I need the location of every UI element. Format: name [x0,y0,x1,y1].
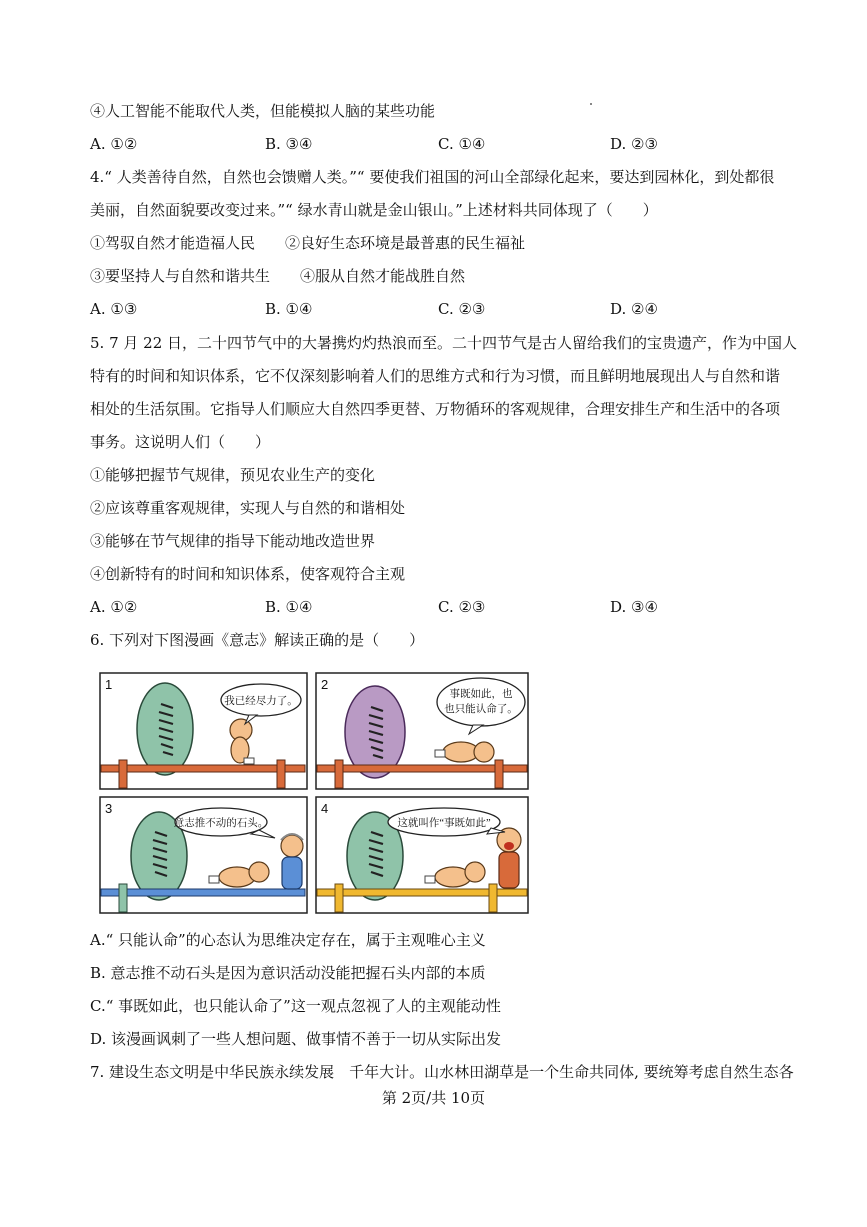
q4-option-a: A. ①③ [90,300,138,318]
comic-panel-4 [316,797,528,913]
comic-willpower [99,672,531,914]
bubble-text-4: 这就叫作“事既如此” [397,818,491,829]
q6-option-a: A.“ 只能认命”的心态认为思维决定存在，属于主观唯心主义 [90,931,486,949]
bubble-text-1: 我已经尽力了。 [224,696,298,707]
q3-option-b: B. ③④ [265,135,313,153]
scan-speck [590,103,592,105]
q4-items-line1: ①驾驭自然才能造福人民 ②良好生态环境是最普惠的民生福祉 [90,234,526,252]
bubble-text-2b: 也只能认命了。 [444,704,518,715]
comic-panel-2 [316,673,528,789]
q4-stem-line1: 4.“ 人类善待自然，自然也会馈赠人类。”“ 要使我们祖国的河山全部绿化起来，要达到园林化，到处都很 [90,168,775,186]
q5-option-c: C. ②③ [438,598,486,616]
comic-panel-3 [100,797,307,913]
q5-stem-line4: 事务。这说明人们（ ） [90,433,271,451]
q5-option-a: A. ①② [90,598,138,616]
q5-stem-line2: 特有的时间和知识体系，它不仅深刻影响着人们的思维方式和行为习惯，而且鲜明地展现出人与自然和谐 [90,367,781,385]
q5-option-d: D. ③④ [610,598,658,616]
panel-number-4: 4 [321,801,329,816]
q5-stem-line1: 5. 7 月 22 日，二十四节气中的大暑携灼灼热浪而至。二十四节气是古人留给我们的宝贵遗产，作为中国人 [90,334,798,352]
q5-item-2: ②应该尊重客观规律，实现人与自然的和谐相处 [90,499,406,517]
q5-item-1: ①能够把握节气规律，预见农业生产的变化 [90,466,376,484]
q3-item-4: ④人工智能不能取代人类，但能模拟人脑的某些功能 [90,102,436,120]
bubble-text-2a: 事既如此，也 [449,689,513,700]
q4-option-d: D. ②④ [610,300,658,318]
q6-stem: 6. 下列对下图漫画《意志》解读正确的是（ ） [90,631,425,649]
panel-number-3: 3 [105,801,113,816]
q4-items-line2: ③要坚持人与自然和谐共生 ④服从自然才能战胜自然 [90,267,466,285]
comic-panel-1 [100,673,307,789]
q3-option-d: D. ②③ [610,135,658,153]
q7-stem-start: 7. 建设生态文明是中华民族永续发展 千年大计。山水林田湖草是一个生命共同体, 要统筹考虑自然生态各 [90,1063,794,1081]
q6-option-c: C.“ 事既如此，也只能认命了”这一观点忽视了人的主观能动性 [90,997,501,1015]
q6-option-b: B. 意志推不动石头是因为意识活动没能把握石头内部的本质 [90,964,486,982]
q5-stem-line3: 相处的生活氛围。它指导人们顺应大自然四季更替、万物循环的客观规律，合理安排生产和生活中的各项 [90,400,781,418]
q3-option-a: A. ①② [90,135,138,153]
q3-option-c: C. ①④ [438,135,486,153]
q5-item-3: ③能够在节气规律的指导下能动地改造世界 [90,532,376,550]
q3-options [90,134,790,154]
q4-options [90,299,790,319]
q4-option-b: B. ①④ [265,300,313,318]
q4-option-c: C. ②③ [438,300,486,318]
bubble-text-3: 意志推不动的石头。 [173,818,269,829]
q5-option-b: B. ①④ [265,598,313,616]
q5-item-4: ④创新特有的时间和知识体系，使客观符合主观 [90,565,406,583]
page-footer: 第 2页/共 10页 [381,1089,486,1107]
q6-option-d: D. 该漫画讽刺了一些人想问题、做事情不善于一切从实际出发 [90,1030,502,1048]
q4-stem-line2: 美丽，自然面貌要改变过来。”“ 绿水青山就是金山银山。”上述材料共同体现了（ ） [90,201,658,219]
q5-options [90,597,790,617]
panel-number-2: 2 [321,677,329,692]
panel-number-1: 1 [105,677,113,692]
